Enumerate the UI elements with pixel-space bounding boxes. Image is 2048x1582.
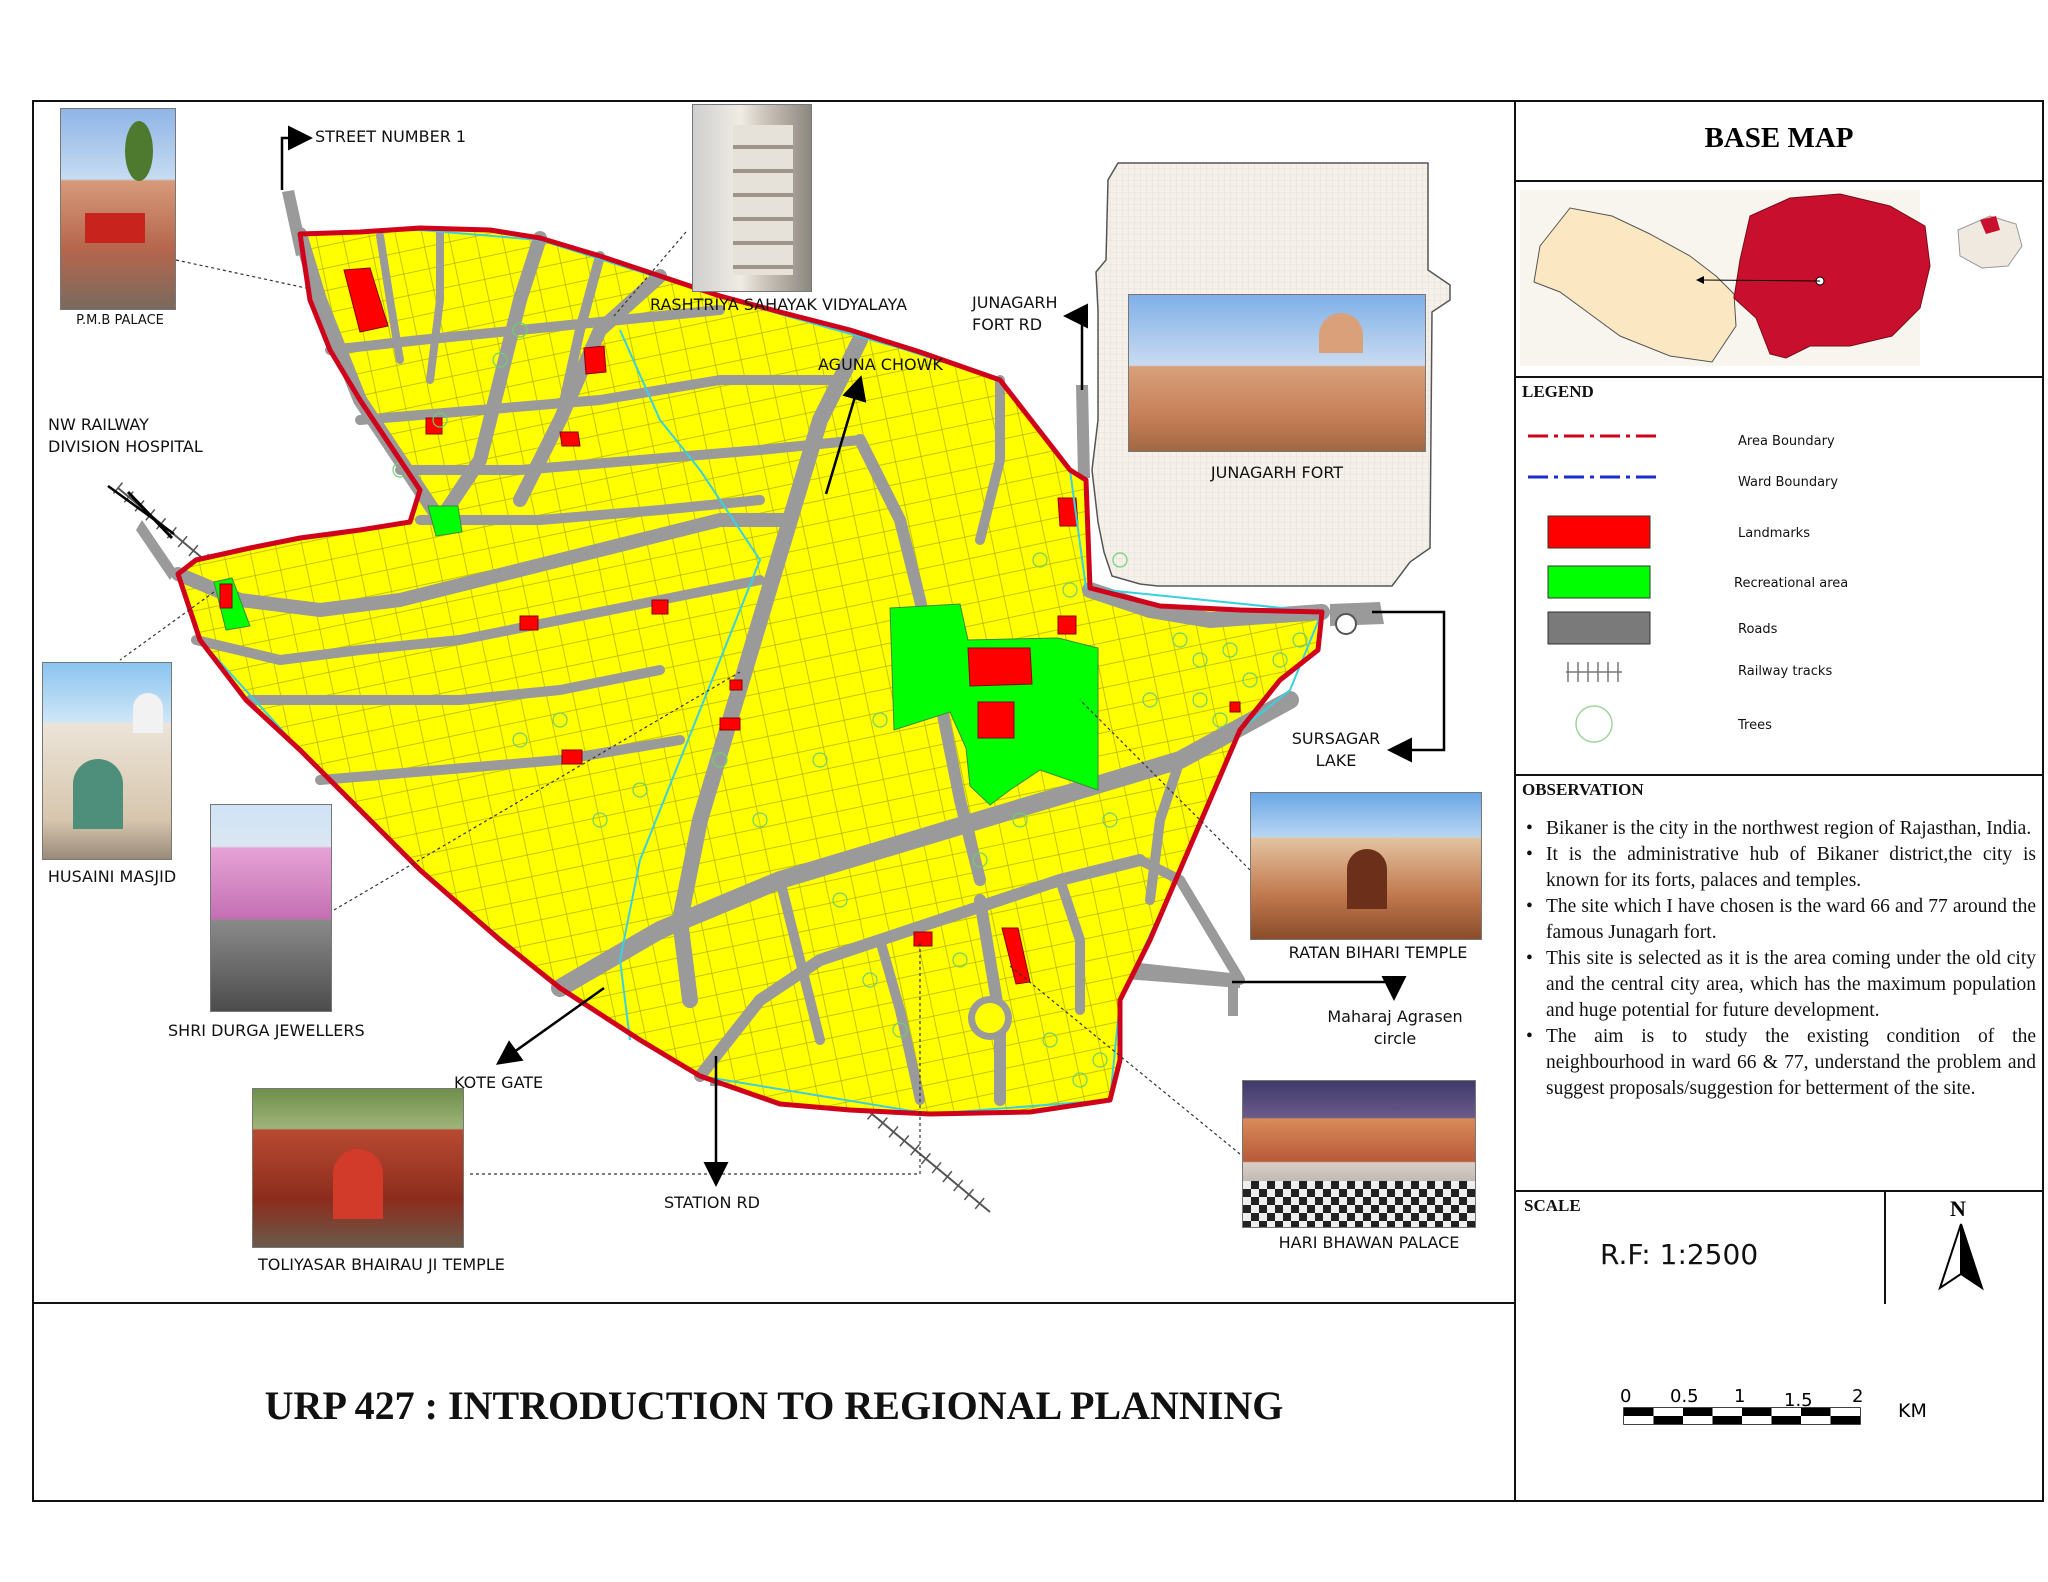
label-nw-railway-line2: DIVISION HOSPITAL (48, 437, 203, 456)
husaini-masjid-photo (42, 662, 172, 860)
observation-point: • The site which I have chosen is the ward 66 and 77 around the famous Junagarh fort. (1546, 894, 2036, 946)
scale-title: SCALE (1524, 1196, 1581, 1215)
legend-label-railway-tracks: Railway tracks (1738, 664, 1833, 679)
scale-unit: KM (1898, 1400, 1927, 1422)
base-map-title: BASE MAP (1704, 122, 1854, 154)
pmb-palace-photo (60, 108, 176, 310)
scale-divider (1884, 1190, 1886, 1304)
label-street-number-1: STREET NUMBER 1 (315, 127, 467, 146)
legend-label-area-boundary: Area Boundary (1738, 434, 1835, 449)
north-label: N (1950, 1196, 1966, 1221)
label-sursagar-lake (1290, 728, 1382, 772)
label-pmb-palace: P.M.B PALACE (76, 313, 164, 328)
label-station-rd: STATION RD (664, 1193, 760, 1212)
course-title: URP 427 : INTRODUCTION TO REGIONAL PLANNING (264, 1383, 1284, 1428)
legend-title: LEGEND (1522, 382, 1594, 401)
label-nw-railway-line1: NW RAILWAY (48, 415, 149, 434)
legend-label-trees: Trees (1738, 718, 1772, 733)
inset-map (1520, 186, 2040, 376)
north-arrow-icon (1936, 1222, 1986, 1292)
legend-label-ward-boundary: Ward Boundary (1738, 475, 1839, 490)
label-sursagar-line1: SURSAGAR (1291, 729, 1381, 748)
label-toliyasar-temple: TOLIYASAR BHAIRAU JI TEMPLE (258, 1255, 505, 1274)
label-shri-durga-jewellers: SHRI DURGA JEWELLERS (168, 1021, 365, 1040)
label-maharaj-agrasen-circle (1320, 1006, 1470, 1050)
legend-label-landmarks: Landmarks (1738, 526, 1810, 541)
divider-2 (1514, 376, 2044, 378)
label-rashtriya-sahayak-vidyalaya: RASHTRIYA SAHAYAK VIDYALAYA (650, 295, 908, 314)
label-husaini-masjid: HUSAINI MASJID (47, 867, 177, 886)
railway-tracks-symbol (1566, 662, 1622, 682)
junagarh-fort-photo (1128, 294, 1426, 452)
label-junagarh-fort-rd-line2: FORT RD (972, 315, 1043, 334)
ratan-bihari-temple-photo (1250, 792, 1482, 940)
sursagar-roundabout (1336, 614, 1356, 634)
observation-title: OBSERVATION (1522, 780, 1644, 799)
observation-point: • The aim is to study the existing condition of the neighbourhood in ward 66 & 77, understand the problem and suggest proposals/suggestion for betterment of the site. (1546, 1024, 2036, 1102)
label-junagarh-fort-rd-line1: JUNAGARH (972, 293, 1058, 312)
label-ratan-bihari-temple: RATAN BIHARI TEMPLE (1288, 943, 1468, 962)
toliyasar-temple-photo (252, 1088, 464, 1248)
label-junagarh-fort-rd (972, 292, 1058, 336)
scale-bar (1618, 1386, 1878, 1426)
label-sursagar-line2: LAKE (1315, 751, 1357, 770)
scale-tick-05: 0.5 (1670, 1386, 1699, 1407)
divider-1 (1514, 180, 2044, 182)
scale-tick-1: 1 (1734, 1386, 1746, 1407)
maharaj-agrasen-circle (968, 996, 1012, 1040)
observation-point: • This site is selected as it is the area coming under the old city and the central city area, which has the maximum population and huge potential for future development. (1546, 946, 2036, 1024)
divider-4 (1514, 1190, 2044, 1192)
legend-label-recreational-area: Recreational area (1734, 576, 1849, 591)
label-agrasen-line1: Maharaj Agrasen (1327, 1007, 1463, 1026)
label-kote-gate: KOTE GATE (454, 1073, 544, 1092)
roads-symbol (1548, 612, 1650, 644)
scale-tick-0: 0 (1620, 1386, 1632, 1407)
scale-tick-15: 1.5 (1784, 1390, 1813, 1411)
rashtriya-vidyalaya-photo (692, 104, 812, 292)
scale-ratio: R.F: 1:2500 (1600, 1238, 1759, 1271)
legend-symbols (1526, 416, 1666, 756)
recreational-area-symbol (1548, 566, 1650, 598)
hari-bhawan-palace-photo (1242, 1080, 1476, 1228)
observation-point: • Bikaner is the city in the northwest region of Rajasthan, India. (1546, 816, 2036, 842)
landmarks-symbol (1548, 516, 1650, 548)
shri-durga-jewellers-photo (210, 804, 332, 1012)
trees-symbol (1576, 706, 1612, 742)
legend-label-roads: Roads (1738, 622, 1778, 637)
divider-3 (1514, 774, 2044, 776)
observation-list (1520, 816, 2036, 1102)
scale-tick-2: 2 (1852, 1386, 1864, 1407)
label-aguna-chowk: AGUNA CHOWK (818, 355, 943, 374)
label-nw-railway-hospital (48, 414, 203, 458)
label-hari-bhawan-palace: HARI BHAWAN PALACE (1278, 1233, 1460, 1252)
label-agrasen-line2: circle (1373, 1029, 1417, 1048)
label-junagarh-fort: JUNAGARH FORT (1210, 463, 1344, 482)
observation-point: • It is the administrative hub of Bikaner district,the city is known for its forts, palaces and temples. (1546, 842, 2036, 894)
